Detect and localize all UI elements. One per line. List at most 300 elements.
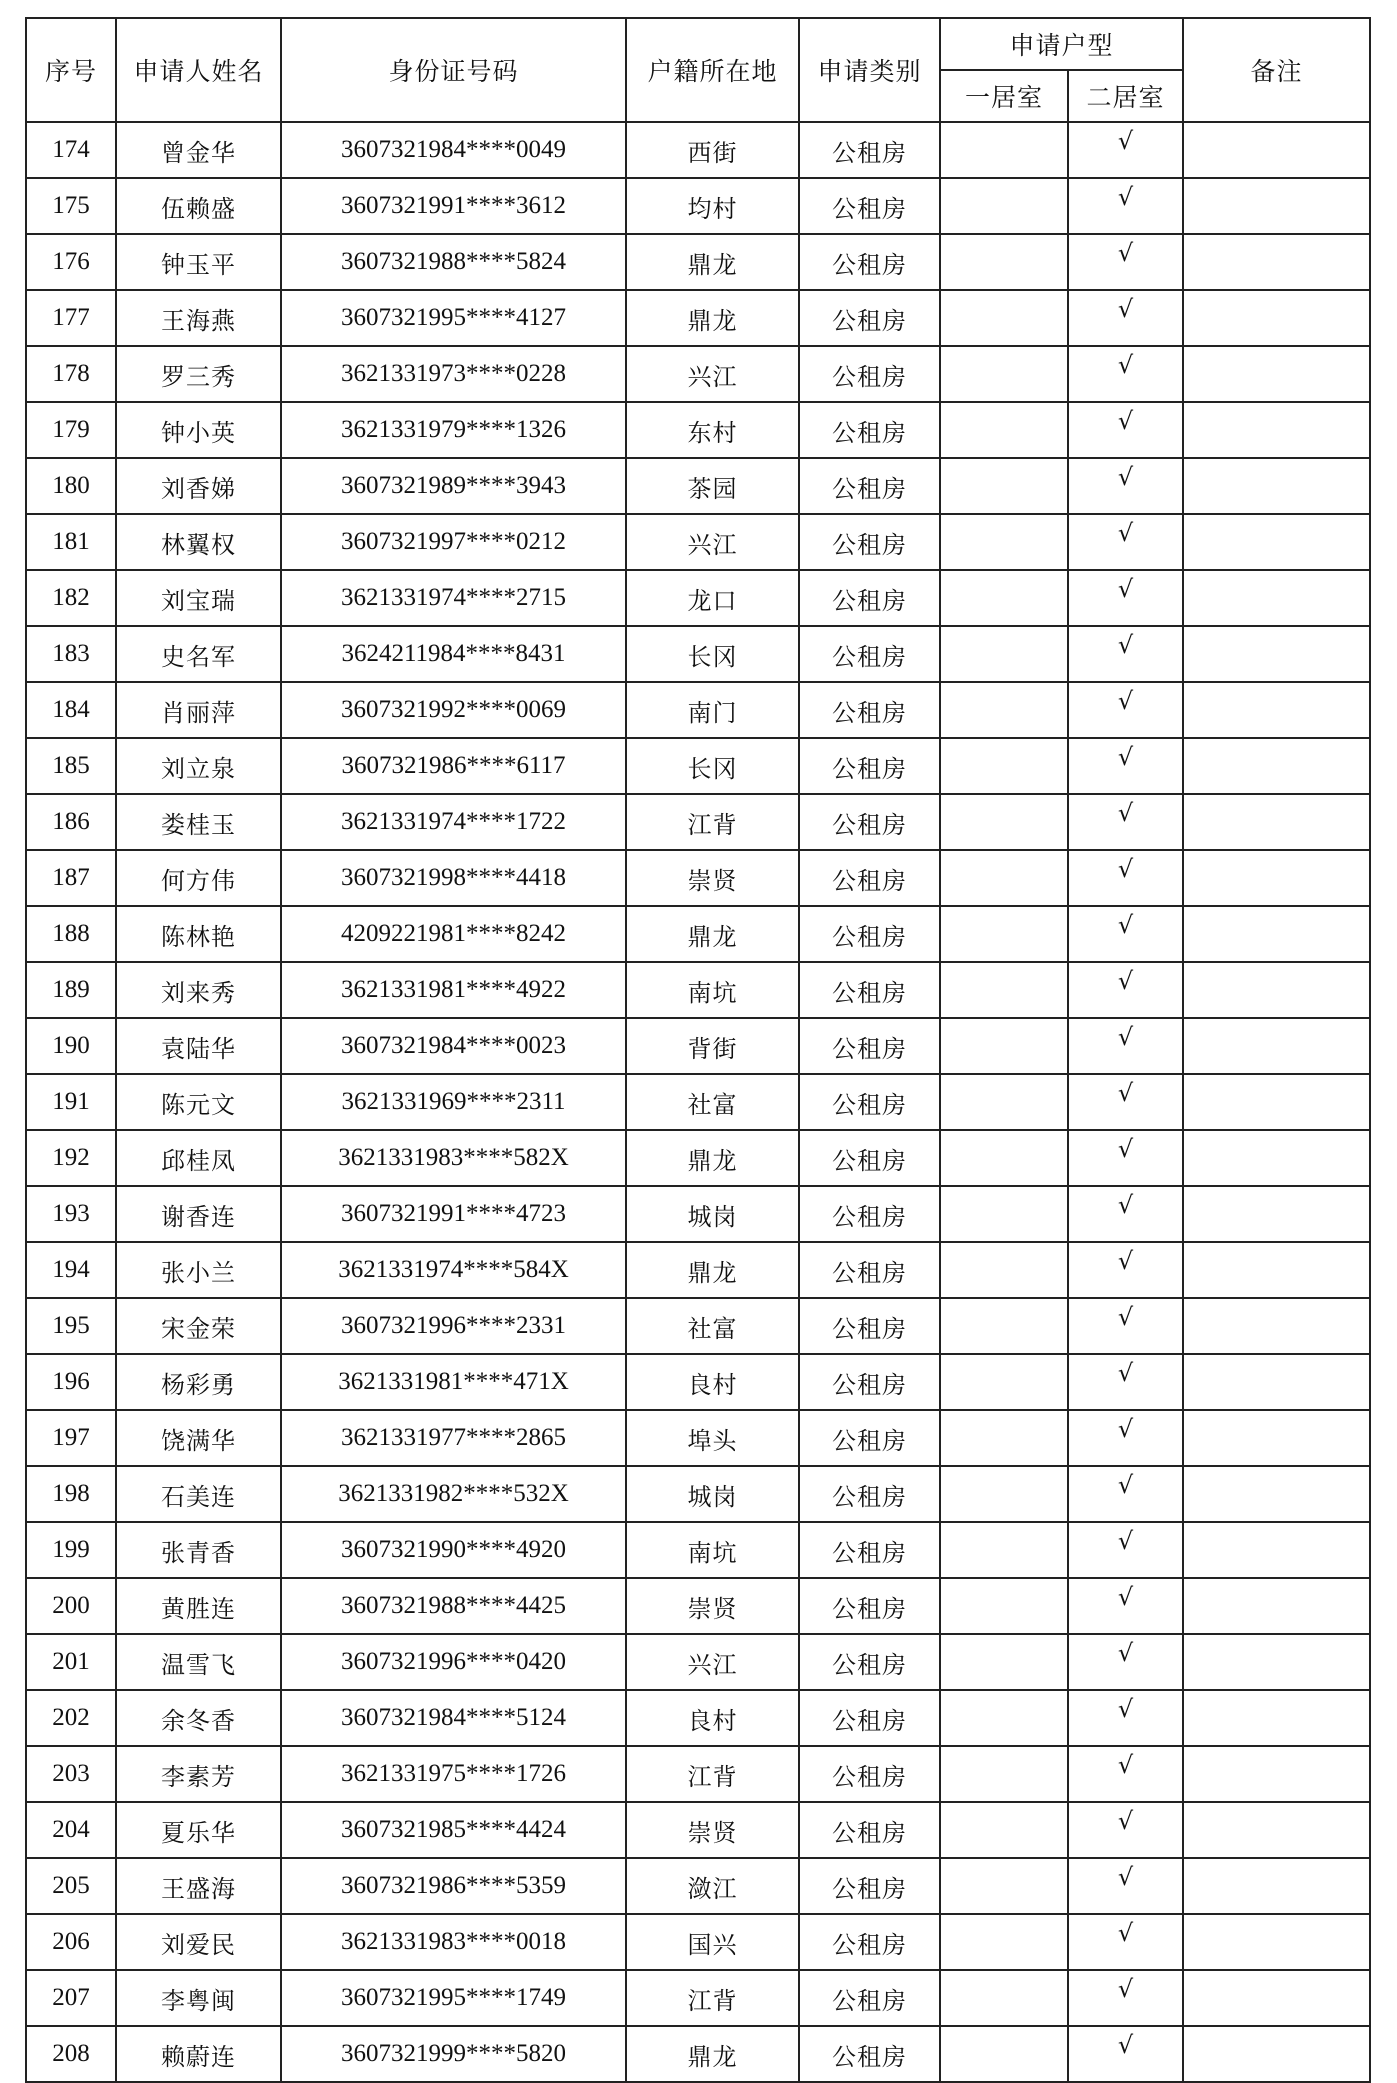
cell-residence: 兴江 bbox=[626, 1634, 799, 1690]
cell-id-number: 3621331974****2715 bbox=[281, 570, 626, 626]
cell-two-room: √ bbox=[1068, 1970, 1183, 2026]
cell-category: 公租房 bbox=[799, 514, 940, 570]
cell-id-number: 3607321986****5359 bbox=[281, 1858, 626, 1914]
header-id-number: 身份证号码 bbox=[281, 18, 626, 122]
cell-residence: 龙口 bbox=[626, 570, 799, 626]
cell-category: 公租房 bbox=[799, 1466, 940, 1522]
cell-seq: 191 bbox=[26, 1074, 116, 1130]
cell-remark bbox=[1183, 1242, 1370, 1298]
header-remark: 备注 bbox=[1183, 18, 1370, 122]
cell-id-number: 3607321995****1749 bbox=[281, 1970, 626, 2026]
cell-residence: 埠头 bbox=[626, 1410, 799, 1466]
cell-remark bbox=[1183, 2026, 1370, 2082]
table-row bbox=[26, 1970, 1370, 2026]
cell-category: 公租房 bbox=[799, 234, 940, 290]
cell-category: 公租房 bbox=[799, 626, 940, 682]
table-row bbox=[26, 458, 1370, 514]
cell-id-number: 3607321998****4418 bbox=[281, 850, 626, 906]
cell-two-room: √ bbox=[1068, 1018, 1183, 1074]
table-row bbox=[26, 1858, 1370, 1914]
table-row bbox=[26, 1074, 1370, 1130]
cell-residence: 国兴 bbox=[626, 1914, 799, 1970]
cell-remark bbox=[1183, 1802, 1370, 1858]
cell-one-room bbox=[940, 402, 1068, 458]
cell-residence: 崇贤 bbox=[626, 850, 799, 906]
cell-remark bbox=[1183, 1634, 1370, 1690]
cell-one-room bbox=[940, 794, 1068, 850]
cell-remark bbox=[1183, 1690, 1370, 1746]
cell-two-room: √ bbox=[1068, 1466, 1183, 1522]
cell-seq: 202 bbox=[26, 1690, 116, 1746]
cell-residence: 鼎龙 bbox=[626, 906, 799, 962]
table-row bbox=[26, 962, 1370, 1018]
cell-category: 公租房 bbox=[799, 1970, 940, 2026]
table-row bbox=[26, 850, 1370, 906]
cell-one-room bbox=[940, 2026, 1068, 2082]
cell-name: 夏乐华 bbox=[116, 1802, 281, 1858]
cell-two-room: √ bbox=[1068, 1410, 1183, 1466]
cell-category: 公租房 bbox=[799, 2026, 940, 2082]
cell-category: 公租房 bbox=[799, 290, 940, 346]
cell-name: 陈林艳 bbox=[116, 906, 281, 962]
cell-category: 公租房 bbox=[799, 402, 940, 458]
cell-remark bbox=[1183, 626, 1370, 682]
cell-category: 公租房 bbox=[799, 1802, 940, 1858]
table-row bbox=[26, 178, 1370, 234]
cell-seq: 179 bbox=[26, 402, 116, 458]
cell-residence: 鼎龙 bbox=[626, 1130, 799, 1186]
cell-seq: 196 bbox=[26, 1354, 116, 1410]
cell-seq: 203 bbox=[26, 1746, 116, 1802]
cell-one-room bbox=[940, 234, 1068, 290]
cell-residence: 长冈 bbox=[626, 738, 799, 794]
cell-one-room bbox=[940, 850, 1068, 906]
cell-seq: 174 bbox=[26, 122, 116, 178]
cell-name: 肖丽萍 bbox=[116, 682, 281, 738]
cell-residence: 江背 bbox=[626, 794, 799, 850]
cell-two-room: √ bbox=[1068, 1858, 1183, 1914]
cell-two-room: √ bbox=[1068, 122, 1183, 178]
cell-one-room bbox=[940, 514, 1068, 570]
cell-category: 公租房 bbox=[799, 1522, 940, 1578]
table-body bbox=[26, 122, 1370, 2082]
cell-residence: 鼎龙 bbox=[626, 234, 799, 290]
cell-id-number: 3621331983****0018 bbox=[281, 1914, 626, 1970]
cell-residence: 崇贤 bbox=[626, 1802, 799, 1858]
cell-seq: 187 bbox=[26, 850, 116, 906]
cell-name: 史名军 bbox=[116, 626, 281, 682]
cell-id-number: 3621331979****1326 bbox=[281, 402, 626, 458]
cell-residence: 潋江 bbox=[626, 1858, 799, 1914]
cell-seq: 181 bbox=[26, 514, 116, 570]
cell-two-room: √ bbox=[1068, 1522, 1183, 1578]
cell-residence: 城岗 bbox=[626, 1466, 799, 1522]
cell-residence: 良村 bbox=[626, 1690, 799, 1746]
table-row bbox=[26, 402, 1370, 458]
cell-one-room bbox=[940, 1018, 1068, 1074]
cell-name: 赖蔚连 bbox=[116, 2026, 281, 2082]
cell-name: 刘宝瑞 bbox=[116, 570, 281, 626]
cell-category: 公租房 bbox=[799, 1298, 940, 1354]
cell-one-room bbox=[940, 290, 1068, 346]
cell-residence: 西街 bbox=[626, 122, 799, 178]
cell-two-room: √ bbox=[1068, 1186, 1183, 1242]
cell-one-room bbox=[940, 1578, 1068, 1634]
cell-name: 伍赖盛 bbox=[116, 178, 281, 234]
table-row bbox=[26, 1690, 1370, 1746]
cell-one-room bbox=[940, 1130, 1068, 1186]
cell-seq: 185 bbox=[26, 738, 116, 794]
cell-category: 公租房 bbox=[799, 682, 940, 738]
cell-residence: 社富 bbox=[626, 1074, 799, 1130]
cell-name: 陈元文 bbox=[116, 1074, 281, 1130]
cell-one-room bbox=[940, 1242, 1068, 1298]
cell-one-room bbox=[940, 122, 1068, 178]
cell-remark bbox=[1183, 962, 1370, 1018]
cell-category: 公租房 bbox=[799, 794, 940, 850]
cell-seq: 205 bbox=[26, 1858, 116, 1914]
cell-id-number: 3624211984****8431 bbox=[281, 626, 626, 682]
cell-name: 曾金华 bbox=[116, 122, 281, 178]
table-row bbox=[26, 514, 1370, 570]
cell-seq: 177 bbox=[26, 290, 116, 346]
cell-one-room bbox=[940, 458, 1068, 514]
cell-category: 公租房 bbox=[799, 1074, 940, 1130]
cell-remark bbox=[1183, 850, 1370, 906]
cell-id-number: 3607321992****0069 bbox=[281, 682, 626, 738]
cell-two-room: √ bbox=[1068, 1746, 1183, 1802]
cell-one-room bbox=[940, 346, 1068, 402]
cell-remark bbox=[1183, 570, 1370, 626]
cell-one-room bbox=[940, 178, 1068, 234]
cell-one-room bbox=[940, 1634, 1068, 1690]
cell-one-room bbox=[940, 1410, 1068, 1466]
cell-name: 刘立泉 bbox=[116, 738, 281, 794]
cell-category: 公租房 bbox=[799, 1242, 940, 1298]
table-row bbox=[26, 1298, 1370, 1354]
cell-name: 石美连 bbox=[116, 1466, 281, 1522]
cell-remark bbox=[1183, 1354, 1370, 1410]
cell-residence: 南门 bbox=[626, 682, 799, 738]
cell-seq: 198 bbox=[26, 1466, 116, 1522]
cell-remark bbox=[1183, 1522, 1370, 1578]
cell-seq: 204 bbox=[26, 1802, 116, 1858]
cell-category: 公租房 bbox=[799, 1578, 940, 1634]
table-row bbox=[26, 1018, 1370, 1074]
cell-id-number: 3621331974****584X bbox=[281, 1242, 626, 1298]
cell-name: 宋金荣 bbox=[116, 1298, 281, 1354]
cell-id-number: 3607321996****2331 bbox=[281, 1298, 626, 1354]
cell-one-room bbox=[940, 570, 1068, 626]
cell-id-number: 3607321984****5124 bbox=[281, 1690, 626, 1746]
cell-residence: 兴江 bbox=[626, 346, 799, 402]
cell-two-room: √ bbox=[1068, 1242, 1183, 1298]
cell-one-room bbox=[940, 1690, 1068, 1746]
cell-name: 邱桂凤 bbox=[116, 1130, 281, 1186]
cell-name: 黄胜连 bbox=[116, 1578, 281, 1634]
cell-seq: 175 bbox=[26, 178, 116, 234]
cell-residence: 鼎龙 bbox=[626, 2026, 799, 2082]
cell-two-room: √ bbox=[1068, 290, 1183, 346]
table-row bbox=[26, 906, 1370, 962]
cell-category: 公租房 bbox=[799, 1914, 940, 1970]
cell-seq: 199 bbox=[26, 1522, 116, 1578]
cell-id-number: 3621331969****2311 bbox=[281, 1074, 626, 1130]
header-one-room: 一居室 bbox=[940, 70, 1068, 122]
table-row bbox=[26, 346, 1370, 402]
cell-two-room: √ bbox=[1068, 2026, 1183, 2082]
cell-remark bbox=[1183, 514, 1370, 570]
cell-two-room: √ bbox=[1068, 794, 1183, 850]
cell-one-room bbox=[940, 682, 1068, 738]
cell-two-room: √ bbox=[1068, 346, 1183, 402]
cell-remark bbox=[1183, 402, 1370, 458]
table-row bbox=[26, 234, 1370, 290]
cell-residence: 长冈 bbox=[626, 626, 799, 682]
table-row bbox=[26, 1746, 1370, 1802]
cell-id-number: 3607321991****4723 bbox=[281, 1186, 626, 1242]
cell-category: 公租房 bbox=[799, 122, 940, 178]
cell-name: 张小兰 bbox=[116, 1242, 281, 1298]
table-row bbox=[26, 1242, 1370, 1298]
cell-seq: 207 bbox=[26, 1970, 116, 2026]
cell-remark bbox=[1183, 290, 1370, 346]
cell-name: 刘来秀 bbox=[116, 962, 281, 1018]
cell-remark bbox=[1183, 178, 1370, 234]
cell-seq: 195 bbox=[26, 1298, 116, 1354]
cell-remark bbox=[1183, 794, 1370, 850]
cell-seq: 201 bbox=[26, 1634, 116, 1690]
cell-one-room bbox=[940, 1074, 1068, 1130]
cell-id-number: 3607321997****0212 bbox=[281, 514, 626, 570]
cell-one-room bbox=[940, 1802, 1068, 1858]
cell-name: 李粤闽 bbox=[116, 1970, 281, 2026]
table-header bbox=[26, 18, 1370, 122]
cell-category: 公租房 bbox=[799, 1130, 940, 1186]
cell-residence: 江背 bbox=[626, 1746, 799, 1802]
header-unit-type: 申请户型 bbox=[940, 18, 1183, 70]
cell-id-number: 3607321996****0420 bbox=[281, 1634, 626, 1690]
cell-category: 公租房 bbox=[799, 906, 940, 962]
cell-two-room: √ bbox=[1068, 1130, 1183, 1186]
applicant-table bbox=[25, 17, 1371, 2083]
cell-two-room: √ bbox=[1068, 962, 1183, 1018]
cell-two-room: √ bbox=[1068, 850, 1183, 906]
cell-remark bbox=[1183, 1018, 1370, 1074]
cell-category: 公租房 bbox=[799, 570, 940, 626]
cell-remark bbox=[1183, 1130, 1370, 1186]
table-row bbox=[26, 1802, 1370, 1858]
cell-residence: 均村 bbox=[626, 178, 799, 234]
table-row bbox=[26, 794, 1370, 850]
table-row bbox=[26, 1410, 1370, 1466]
cell-remark bbox=[1183, 682, 1370, 738]
cell-residence: 江背 bbox=[626, 1970, 799, 2026]
table-row bbox=[26, 290, 1370, 346]
cell-two-room: √ bbox=[1068, 682, 1183, 738]
cell-seq: 182 bbox=[26, 570, 116, 626]
cell-name: 娄桂玉 bbox=[116, 794, 281, 850]
cell-residence: 崇贤 bbox=[626, 1578, 799, 1634]
cell-residence: 茶园 bbox=[626, 458, 799, 514]
cell-name: 钟小英 bbox=[116, 402, 281, 458]
cell-id-number: 3607321988****5824 bbox=[281, 234, 626, 290]
cell-id-number: 3621331977****2865 bbox=[281, 1410, 626, 1466]
cell-remark bbox=[1183, 346, 1370, 402]
header-category: 申请类别 bbox=[799, 18, 940, 122]
table-row bbox=[26, 122, 1370, 178]
cell-category: 公租房 bbox=[799, 1354, 940, 1410]
cell-one-room bbox=[940, 626, 1068, 682]
cell-residence: 东村 bbox=[626, 402, 799, 458]
cell-category: 公租房 bbox=[799, 178, 940, 234]
cell-category: 公租房 bbox=[799, 346, 940, 402]
cell-seq: 200 bbox=[26, 1578, 116, 1634]
cell-name: 饶满华 bbox=[116, 1410, 281, 1466]
table-row bbox=[26, 626, 1370, 682]
cell-one-room bbox=[940, 1746, 1068, 1802]
cell-two-room: √ bbox=[1068, 458, 1183, 514]
cell-category: 公租房 bbox=[799, 738, 940, 794]
cell-name: 钟玉平 bbox=[116, 234, 281, 290]
cell-two-room: √ bbox=[1068, 626, 1183, 682]
cell-remark bbox=[1183, 1410, 1370, 1466]
cell-name: 王海燕 bbox=[116, 290, 281, 346]
cell-id-number: 3607321988****4425 bbox=[281, 1578, 626, 1634]
cell-seq: 192 bbox=[26, 1130, 116, 1186]
table-row bbox=[26, 1130, 1370, 1186]
cell-seq: 176 bbox=[26, 234, 116, 290]
cell-name: 何方伟 bbox=[116, 850, 281, 906]
cell-residence: 城岗 bbox=[626, 1186, 799, 1242]
cell-name: 李素芳 bbox=[116, 1746, 281, 1802]
cell-one-room bbox=[940, 906, 1068, 962]
cell-two-room: √ bbox=[1068, 570, 1183, 626]
cell-category: 公租房 bbox=[799, 850, 940, 906]
cell-seq: 178 bbox=[26, 346, 116, 402]
cell-remark bbox=[1183, 1970, 1370, 2026]
cell-name: 王盛海 bbox=[116, 1858, 281, 1914]
cell-id-number: 3607321985****4424 bbox=[281, 1802, 626, 1858]
cell-category: 公租房 bbox=[799, 1690, 940, 1746]
cell-two-room: √ bbox=[1068, 1802, 1183, 1858]
cell-one-room bbox=[940, 962, 1068, 1018]
cell-seq: 190 bbox=[26, 1018, 116, 1074]
cell-residence: 背街 bbox=[626, 1018, 799, 1074]
cell-remark bbox=[1183, 1858, 1370, 1914]
cell-id-number: 3621331973****0228 bbox=[281, 346, 626, 402]
cell-id-number: 3607321984****0049 bbox=[281, 122, 626, 178]
table-row bbox=[26, 1522, 1370, 1578]
cell-id-number: 3607321990****4920 bbox=[281, 1522, 626, 1578]
cell-remark bbox=[1183, 1298, 1370, 1354]
cell-category: 公租房 bbox=[799, 962, 940, 1018]
cell-name: 刘香娣 bbox=[116, 458, 281, 514]
cell-two-room: √ bbox=[1068, 178, 1183, 234]
cell-name: 罗三秀 bbox=[116, 346, 281, 402]
cell-two-room: √ bbox=[1068, 1690, 1183, 1746]
cell-category: 公租房 bbox=[799, 1018, 940, 1074]
cell-category: 公租房 bbox=[799, 1858, 940, 1914]
cell-seq: 208 bbox=[26, 2026, 116, 2082]
cell-id-number: 3607321984****0023 bbox=[281, 1018, 626, 1074]
cell-category: 公租房 bbox=[799, 1186, 940, 1242]
cell-two-room: √ bbox=[1068, 1634, 1183, 1690]
cell-remark bbox=[1183, 458, 1370, 514]
cell-id-number: 3621331975****1726 bbox=[281, 1746, 626, 1802]
cell-one-room bbox=[940, 1186, 1068, 1242]
table-row bbox=[26, 1466, 1370, 1522]
cell-one-room bbox=[940, 738, 1068, 794]
cell-two-room: √ bbox=[1068, 1914, 1183, 1970]
cell-id-number: 3621331981****471X bbox=[281, 1354, 626, 1410]
cell-remark bbox=[1183, 1578, 1370, 1634]
cell-two-room: √ bbox=[1068, 234, 1183, 290]
cell-seq: 180 bbox=[26, 458, 116, 514]
cell-id-number: 3607321986****6117 bbox=[281, 738, 626, 794]
table-row bbox=[26, 1914, 1370, 1970]
header-two-room: 二居室 bbox=[1068, 70, 1183, 122]
cell-two-room: √ bbox=[1068, 514, 1183, 570]
cell-name: 林翼权 bbox=[116, 514, 281, 570]
cell-name: 温雪飞 bbox=[116, 1634, 281, 1690]
cell-remark bbox=[1183, 1466, 1370, 1522]
cell-seq: 186 bbox=[26, 794, 116, 850]
cell-seq: 189 bbox=[26, 962, 116, 1018]
cell-one-room bbox=[940, 1970, 1068, 2026]
cell-id-number: 3621331974****1722 bbox=[281, 794, 626, 850]
cell-category: 公租房 bbox=[799, 1634, 940, 1690]
cell-seq: 206 bbox=[26, 1914, 116, 1970]
cell-two-room: √ bbox=[1068, 1578, 1183, 1634]
table-row bbox=[26, 1354, 1370, 1410]
cell-seq: 193 bbox=[26, 1186, 116, 1242]
cell-remark bbox=[1183, 906, 1370, 962]
cell-seq: 188 bbox=[26, 906, 116, 962]
header-seq: 序号 bbox=[26, 18, 116, 122]
cell-two-room: √ bbox=[1068, 738, 1183, 794]
cell-id-number: 3607321999****5820 bbox=[281, 2026, 626, 2082]
cell-seq: 194 bbox=[26, 1242, 116, 1298]
cell-one-room bbox=[940, 1914, 1068, 1970]
cell-one-room bbox=[940, 1298, 1068, 1354]
cell-residence: 鼎龙 bbox=[626, 290, 799, 346]
cell-name: 刘爱民 bbox=[116, 1914, 281, 1970]
table-row bbox=[26, 1634, 1370, 1690]
cell-residence: 南坑 bbox=[626, 962, 799, 1018]
table-row bbox=[26, 570, 1370, 626]
cell-seq: 183 bbox=[26, 626, 116, 682]
table-row bbox=[26, 1186, 1370, 1242]
header-name: 申请人姓名 bbox=[116, 18, 281, 122]
cell-two-room: √ bbox=[1068, 1354, 1183, 1410]
table-row bbox=[26, 682, 1370, 738]
cell-seq: 184 bbox=[26, 682, 116, 738]
cell-remark bbox=[1183, 234, 1370, 290]
cell-id-number: 3621331983****582X bbox=[281, 1130, 626, 1186]
cell-remark bbox=[1183, 1186, 1370, 1242]
cell-name: 余冬香 bbox=[116, 1690, 281, 1746]
cell-id-number: 3607321991****3612 bbox=[281, 178, 626, 234]
cell-category: 公租房 bbox=[799, 458, 940, 514]
cell-two-room: √ bbox=[1068, 1074, 1183, 1130]
cell-id-number: 4209221981****8242 bbox=[281, 906, 626, 962]
cell-one-room bbox=[940, 1522, 1068, 1578]
cell-one-room bbox=[940, 1466, 1068, 1522]
cell-category: 公租房 bbox=[799, 1746, 940, 1802]
cell-remark bbox=[1183, 1074, 1370, 1130]
cell-remark bbox=[1183, 738, 1370, 794]
